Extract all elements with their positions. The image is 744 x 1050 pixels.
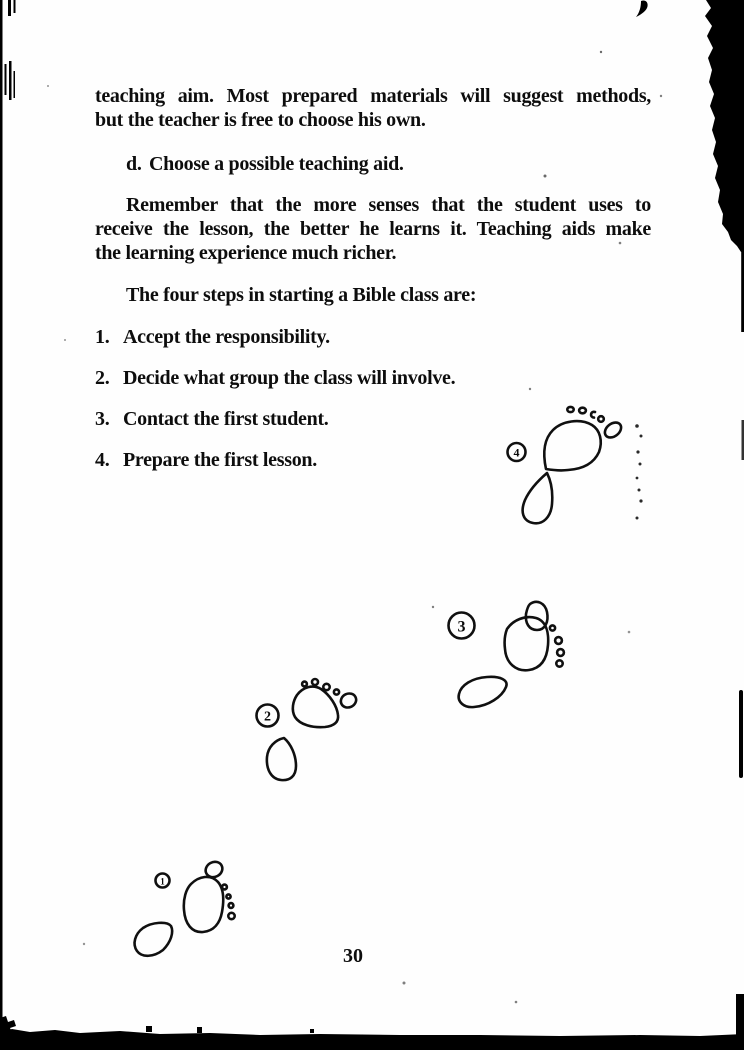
scan-edge-right — [736, 994, 744, 1036]
footprint-2-number: 2 — [264, 709, 271, 725]
step-item-1 — [95, 325, 651, 349]
footprint-3-number: 3 — [457, 618, 466, 636]
paragraph-remember — [95, 193, 651, 265]
footprint-3-toe-icon — [555, 637, 562, 644]
scan-mark-icon — [636, 0, 648, 17]
scan-mark-icon — [5, 64, 7, 95]
footprint-3-toe-icon — [556, 660, 562, 666]
steps-intro: The four steps in starting a Bible class are: — [126, 284, 477, 306]
footprint-1 — [135, 859, 235, 956]
list-item-d-text: Choose a possible teaching aid. — [149, 153, 404, 175]
paragraph-remember-line-1: Remember that the more senses that the student uses to — [126, 194, 651, 216]
scan-speck-icon — [47, 85, 49, 87]
scan-speck-icon — [432, 606, 434, 608]
scan-edge-right — [705, 0, 744, 252]
step-item-2 — [95, 366, 651, 390]
scan-speck-icon — [660, 95, 662, 97]
scan-speck-icon — [64, 339, 66, 341]
scan-mark-icon — [14, 0, 16, 13]
page-number: 30 — [343, 945, 363, 967]
scan-speck-icon — [636, 517, 639, 520]
footprint-3-number-circle — [449, 613, 475, 639]
scan-speck-icon — [403, 982, 406, 985]
paragraph-remember-line-3: the learning experience much richer. — [95, 242, 397, 264]
steps-list — [95, 325, 651, 489]
footprint-3 — [449, 602, 564, 707]
step-item-4 — [95, 445, 651, 472]
footprint-2-bigtoe-icon — [339, 691, 359, 710]
footprint-2-toe-icon — [302, 682, 307, 687]
scan-mark-icon — [9, 61, 12, 100]
step-item-3 — [95, 407, 651, 431]
scan-speck-icon — [639, 499, 642, 502]
footprint-1-number: 1 — [160, 876, 165, 887]
footprint-1-number-circle — [156, 874, 170, 888]
scan-mark-icon — [8, 0, 11, 16]
scan-speck-icon — [515, 1001, 518, 1004]
step-4-marker: 4. — [95, 449, 110, 471]
footprint-1-toe-icon — [229, 903, 234, 908]
footprint-3-toe-icon — [550, 625, 555, 630]
footprint-1-toe-icon — [226, 894, 230, 898]
footprint-3-sole-icon — [505, 617, 549, 670]
scan-mark-icon — [14, 71, 16, 98]
paragraph-top — [95, 84, 651, 132]
footprint-4-number: 4 — [513, 445, 520, 460]
footprint-2-toe-icon — [334, 689, 339, 694]
footprint-3-bigtoe-icon — [526, 602, 548, 630]
scan-mark-icon — [197, 1027, 202, 1033]
list-item-d — [95, 152, 651, 176]
footprint-1-bigtoe-icon — [203, 859, 225, 880]
footprint-2-toe-icon — [312, 679, 318, 685]
paragraph-top-line-2: but the teacher is free to choose his own. — [95, 109, 426, 131]
footprint-1-toe-icon — [228, 913, 234, 919]
footprint-3-heel-icon — [459, 677, 507, 707]
scan-mark-icon — [0, 1016, 16, 1033]
footprint-1-heel-icon — [135, 923, 173, 956]
step-3-marker: 3. — [95, 408, 110, 430]
footprint-2-toe-icon — [323, 684, 329, 690]
footprint-2-heel-icon — [267, 738, 296, 780]
scan-speck-icon — [83, 943, 85, 945]
paragraph-top-line-1: teaching aim. Most prepared materials will suggest methods, — [95, 85, 651, 107]
step-2-text: Decide what group the class will involve. — [123, 367, 456, 389]
list-item-d-marker: d. — [126, 153, 142, 175]
step-1-text: Accept the responsibility. — [123, 326, 330, 348]
step-1-marker: 1. — [95, 326, 110, 348]
scan-edge-left — [0, 0, 3, 1050]
footprint-1-sole-icon — [184, 877, 223, 932]
footprint-2 — [257, 679, 359, 780]
footprint-3-toe-icon — [557, 649, 564, 656]
scan-mark-icon — [146, 1026, 152, 1032]
scan-mark-icon — [310, 1029, 314, 1033]
footprint-1-toe-icon — [222, 885, 227, 890]
step-2-marker: 2. — [95, 367, 110, 389]
scan-edge-right — [739, 690, 743, 778]
step-4-text: Prepare the first lesson. — [123, 449, 317, 471]
footprint-2-number-circle — [257, 705, 279, 727]
footprint-2-sole-icon — [293, 687, 338, 728]
scan-speck-icon — [628, 631, 631, 634]
step-3-text: Contact the first student. — [123, 408, 329, 430]
paragraph-remember-line-2: receive the lesson, the better he learns it. Teaching aids make — [95, 218, 651, 240]
scan-speck-icon — [600, 51, 602, 53]
scan-edge-bottom — [0, 1029, 744, 1050]
